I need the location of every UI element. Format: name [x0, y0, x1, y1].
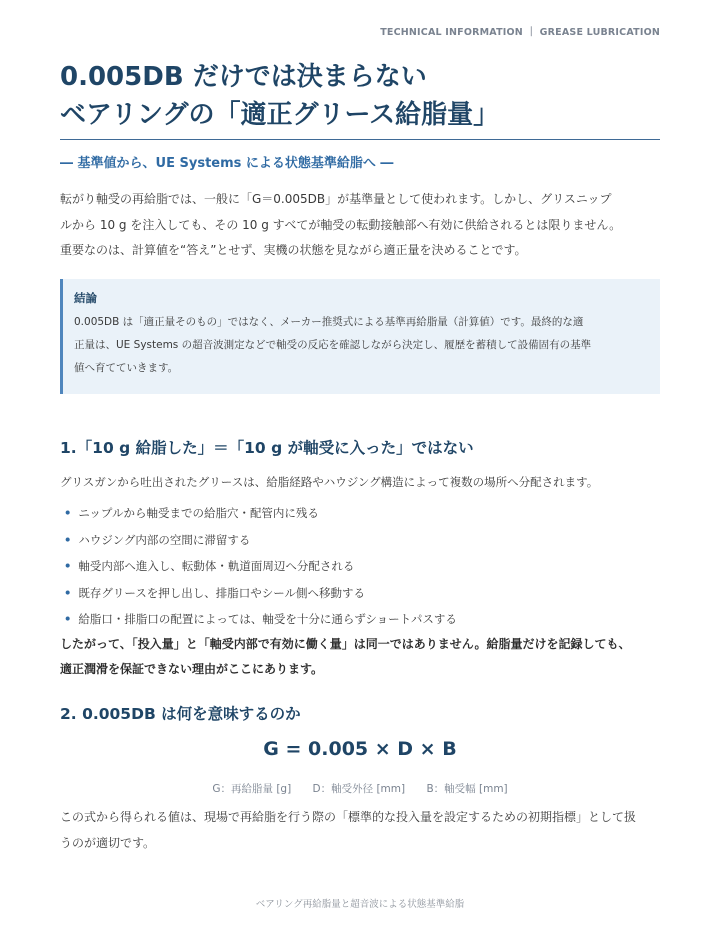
subtitle: ― 基準値から、UE Systems による状態基準給脂へ ― — [60, 156, 394, 171]
bullet-marker: • — [64, 559, 72, 573]
formula-legend — [60, 781, 660, 796]
conclusion-label: 結論 — [74, 291, 97, 305]
conclusion-callout — [60, 279, 660, 394]
summary-line: したがって、「投入量」と「軸受内部で有効に働く量」は同一ではありません。給脂量だけを記録しても、 — [60, 637, 631, 651]
list-item-text: ハウジング内部の空間に滞留する — [78, 532, 251, 547]
intro-line: ルから 10 g を注入しても、その 10 g すべてが軸受の転動接触部へ有効に供給されるとは限りません。 — [60, 217, 622, 232]
title-divider — [60, 139, 660, 140]
list-item — [60, 606, 660, 633]
distribution-list — [60, 500, 660, 633]
conclusion-line: 0.005DB は「適正量そのもの」ではなく、メーカー推奨式による基準再給脂量（計算値）です。最終的な適 — [74, 316, 584, 328]
section-1-lead: グリスガンから吐出されたグリースは、給脂経路やハウジング構造によって複数の場所へ分配されます。 — [60, 475, 599, 489]
legend-d: D：軸受外径 [mm] — [312, 783, 406, 795]
intro-line: 重要なのは、計算値を“答え”とせず、実機の状態を見ながら適正量を決めることです。 — [60, 243, 527, 257]
header-tag: TECHNICAL INFORMATION ｜ GREASE LUBRICATION — [380, 27, 660, 38]
page-footer: ベアリング再給脂量と超音波による状態基準給脂 — [255, 899, 465, 910]
bullet-marker: • — [64, 585, 72, 600]
list-item — [60, 500, 660, 527]
list-item — [60, 553, 660, 580]
intro-paragraph — [60, 187, 660, 264]
bullet-marker: • — [64, 532, 72, 547]
body-line: この式から得られる値は、現場で再給脂を行う際の「標準的な投入量を設定するための初期指標」として扱 — [60, 810, 637, 824]
section-1-heading: 1.「10 g 給脂した」＝「10 g が軸受に入った」ではない — [60, 439, 474, 457]
page-title-line-1: 0.005DB だけでは決まらない — [60, 62, 427, 92]
formula: G = 0.005 × D × B — [263, 738, 457, 760]
page-title-line-2: ベアリングの「適正グリース給脂量」 — [60, 100, 500, 130]
list-item — [60, 580, 660, 607]
list-item-text: 給脂口・排脂口の配置によっては、軸受を十分に通らずショートパスする — [78, 612, 457, 626]
list-item — [60, 527, 660, 554]
section-2-heading: 2. 0.005DB は何を意味するのか — [60, 705, 301, 723]
intro-line: 転がり軸受の再給脂では、一般に「G＝0.005DB」が基準量として使われます。しかし、グリスニップ — [60, 192, 612, 206]
list-item-text: ニップルから軸受までの給脂穴・配管内に残る — [78, 506, 319, 520]
conclusion-line: 正量は、UE Systems の超音波測定などで軸受の反応を確認しながら決定し、履歴を蓄積して設備固有の基準 — [74, 339, 592, 351]
legend-b: B：軸受幅 [mm] — [426, 783, 508, 795]
section-2-body — [60, 805, 660, 856]
conclusion-line: 値へ育てていきます。 — [74, 362, 179, 374]
body-line: うのが適切です。 — [60, 835, 156, 850]
section-1-summary — [60, 632, 660, 682]
bullet-marker: • — [64, 506, 72, 520]
bullet-marker: • — [64, 612, 72, 626]
page-title — [60, 58, 660, 134]
legend-g: G：再給脂量 [g] — [212, 783, 292, 795]
list-item-text: 軸受内部へ進入し、転動体・軌道面周辺へ分配される — [78, 559, 355, 573]
list-item-text: 既存グリースを押し出し、排脂口やシール側へ移動する — [78, 585, 366, 600]
summary-line: 適正潤滑を保証できない理由がここにあります。 — [60, 662, 324, 676]
conclusion-text — [74, 311, 648, 380]
